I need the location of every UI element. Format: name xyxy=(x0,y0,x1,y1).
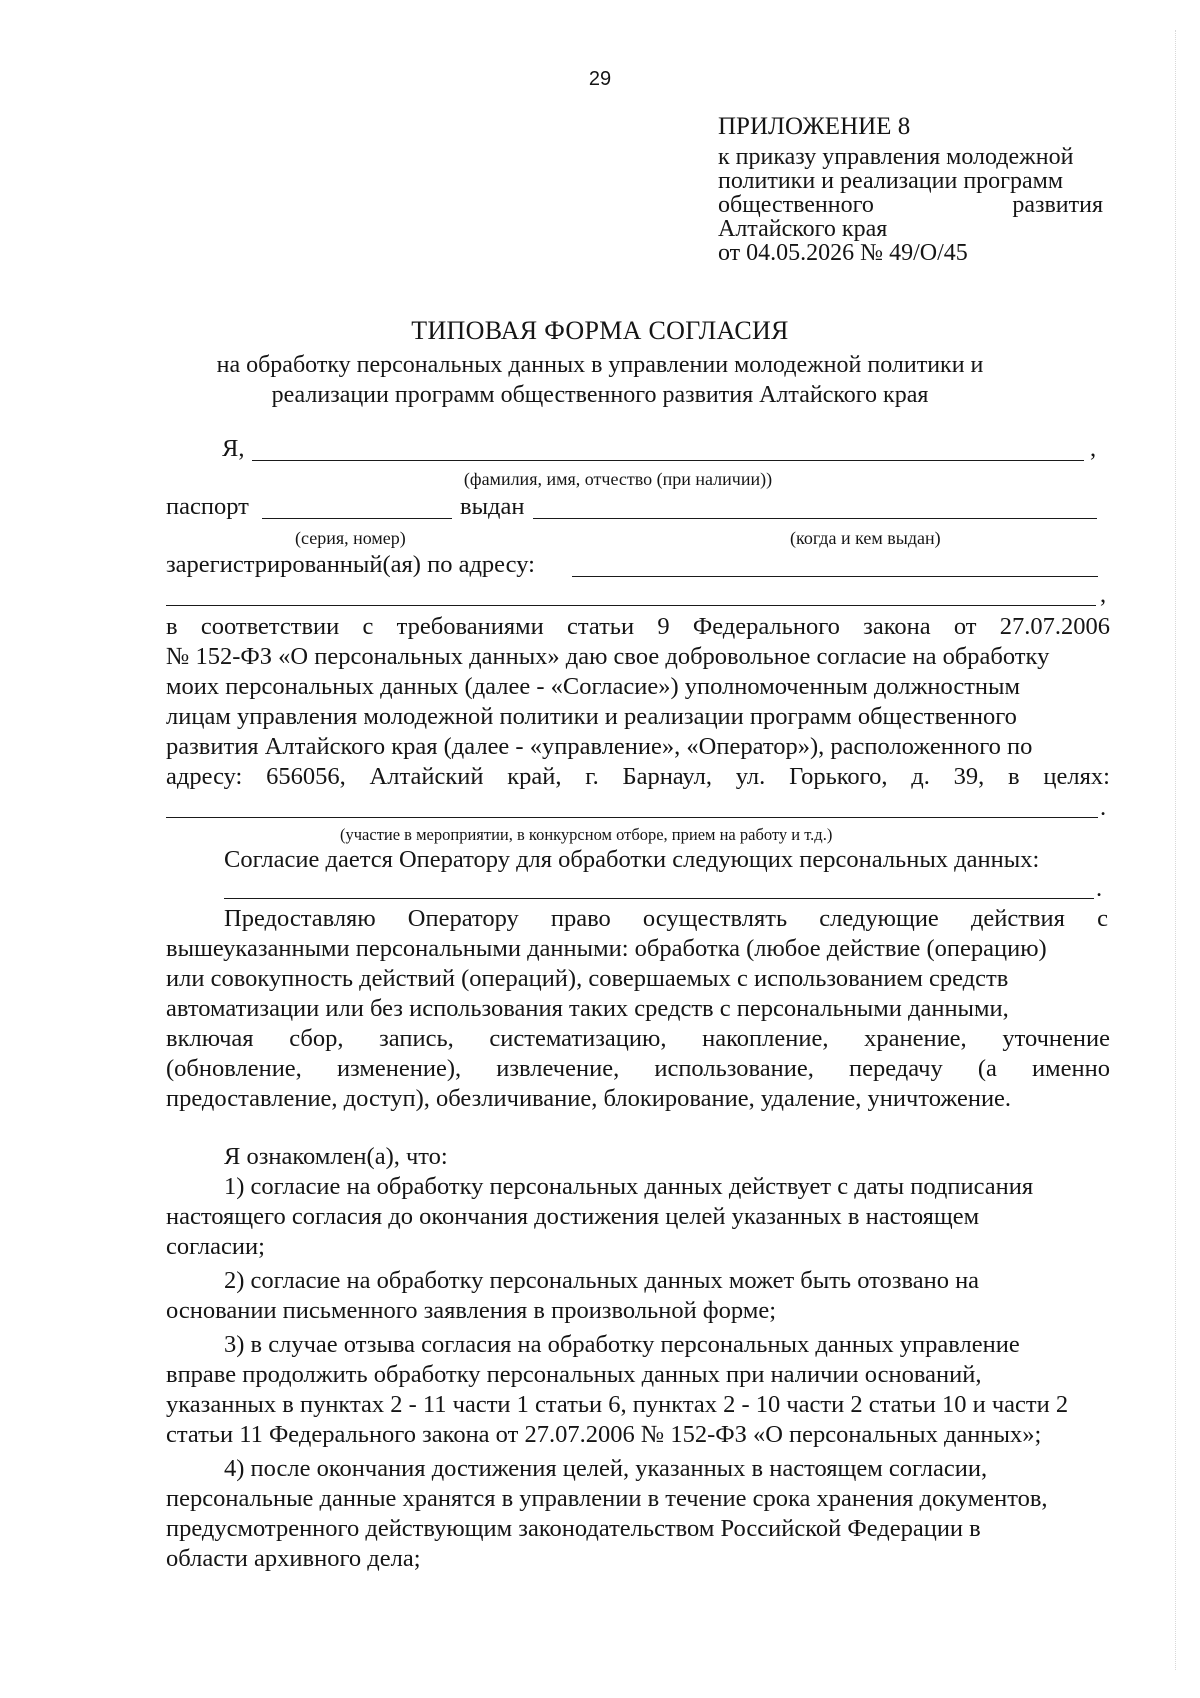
word: Федерального xyxy=(692,613,840,640)
appendix-date: от 04.05.2026 № 49/О/45 xyxy=(718,240,968,266)
appendix-word: общественного xyxy=(718,192,874,218)
word: д. xyxy=(911,763,930,790)
ack-item-line: персональные данные хранятся в управлении в течение срока хранения документов, xyxy=(166,1485,1048,1512)
address-label: зарегистрированный(ая) по адресу: xyxy=(166,551,535,578)
ack-item-line: области архивного дела; xyxy=(166,1545,421,1572)
word: Горького, xyxy=(789,763,888,790)
rights-line: предоставление, доступ), обезличивание, блокирование, удаление, уничтожение. xyxy=(166,1085,1012,1112)
ack-item-line: предусмотренного действующим законодательством Российской Федерации в xyxy=(166,1515,981,1542)
word: край, xyxy=(507,763,562,790)
comma: , xyxy=(1090,435,1097,462)
ack-intro: Я ознакомлен(а), что: xyxy=(224,1143,448,1170)
ack-item-line: указанных в пунктах 2 - 11 части 1 статьи 6, пунктах 2 - 10 части 2 статьи 10 и части 2 xyxy=(166,1391,1069,1418)
word: именно xyxy=(1032,1055,1110,1082)
word: от xyxy=(953,613,977,640)
word: соответствии xyxy=(200,613,340,640)
ack-item-line: настоящего согласия до окончания достижения целей указанных в настоящем xyxy=(166,1203,980,1230)
address-field-line[interactable] xyxy=(572,576,1098,577)
appendix-line: к приказу управления молодежной xyxy=(718,144,1074,170)
word: включая xyxy=(166,1025,254,1052)
i-label: Я, xyxy=(222,435,245,462)
name-hint: (фамилия, имя, отчество (при наличии)) xyxy=(463,469,773,489)
word: следующие xyxy=(819,905,939,932)
word: извлечение, xyxy=(496,1055,620,1082)
word: в xyxy=(166,613,178,640)
ack-item-line: 2) согласие на обработку персональных данных может быть отозвано на xyxy=(224,1267,980,1294)
consent-line: развития Алтайского края (далее - «управление», «Оператор»), расположенного по xyxy=(166,733,1033,760)
ack-item-line: основании письменного заявления в произвольной форме; xyxy=(166,1297,776,1324)
word: с xyxy=(362,613,374,640)
word: ул. xyxy=(735,763,766,790)
address-field-line-2[interactable] xyxy=(166,605,1096,606)
consent-line: № 152-ФЗ «О персональных данных» даю свое добровольное согласие на обработку xyxy=(166,643,1050,670)
ack-item-line: 1) согласие на обработку персональных данных действует с даты подписания xyxy=(224,1173,1034,1200)
comma: , xyxy=(1100,581,1107,608)
consent-line: лицам управления молодежной политики и реализации программ общественного xyxy=(166,703,1017,730)
word: (обновление, xyxy=(166,1055,302,1082)
ack-item-line: вправе продолжить обработку персональных данных при наличии оснований, xyxy=(166,1361,982,1388)
appendix-block xyxy=(718,115,1103,265)
word: уточнение xyxy=(1002,1025,1110,1052)
word: закона xyxy=(863,613,931,640)
word: запись, xyxy=(379,1025,454,1052)
word: целях: xyxy=(1043,763,1110,790)
word: сбор, xyxy=(289,1025,344,1052)
word: систематизацию, xyxy=(489,1025,667,1052)
word: право xyxy=(550,905,611,932)
word: Оператору xyxy=(407,905,519,932)
word: 27.07.2006 xyxy=(999,613,1110,640)
form-title: ТИПОВАЯ ФОРМА СОГЛАСИЯ xyxy=(411,316,789,345)
word: (а xyxy=(977,1055,997,1082)
word: изменение), xyxy=(336,1055,462,1082)
passport-number-field-line[interactable] xyxy=(262,518,452,519)
ack-item-line: статьи 11 Федерального закона от 27.07.2006 № 152-ФЗ «О персональных данных»; xyxy=(166,1421,1042,1448)
appendix-line xyxy=(718,193,1103,217)
word: 39, xyxy=(953,763,985,790)
word: адресу: xyxy=(166,763,243,790)
issued-hint: (когда и кем выдан) xyxy=(790,528,941,548)
word: использование, xyxy=(654,1055,814,1082)
series-hint: (серия, номер) xyxy=(295,528,406,548)
word: осуществлять xyxy=(642,905,788,932)
rights-line xyxy=(224,904,1108,934)
purpose-hint: (участие в мероприятии, в конкурсном отборе, прием на работу и т.д.) xyxy=(340,825,833,844)
rights-line: или совокупность действий (операций), совершаемых с использованием средств xyxy=(166,965,1009,992)
form-subtitle: на обработку персональных данных в управлении молодежной политики и xyxy=(216,352,984,378)
word: с xyxy=(1097,905,1108,932)
page-number: 29 xyxy=(588,68,612,90)
name-field-line[interactable] xyxy=(252,460,1084,461)
appendix-word: развития xyxy=(1012,192,1103,218)
data-list-field-line[interactable] xyxy=(224,898,1094,899)
consent-line xyxy=(166,762,1110,792)
word: статьи xyxy=(566,613,635,640)
word: г. xyxy=(585,763,599,790)
rights-line xyxy=(166,1054,1110,1084)
consent-line: моих персональных данных (далее - «Согласие») уполномоченным должностным xyxy=(166,673,1020,700)
period: . xyxy=(1096,875,1103,902)
word: в xyxy=(1008,763,1020,790)
data-list-intro: Согласие дается Оператору для обработки следующих персональных данных: xyxy=(224,846,1040,873)
rights-line: автоматизации или без использования таких средств с персональными данными, xyxy=(166,995,1009,1022)
word: Алтайский xyxy=(369,763,484,790)
consent-line xyxy=(166,612,1110,642)
word: требованиями xyxy=(396,613,544,640)
ack-item-line: согласии; xyxy=(166,1233,265,1260)
issued-field-line[interactable] xyxy=(533,518,1097,519)
word: Предоставляю xyxy=(224,905,376,932)
word: передачу xyxy=(849,1055,943,1082)
appendix-line: политики и реализации программ xyxy=(718,168,1064,194)
passport-label: паспорт xyxy=(166,493,249,520)
scan-edge xyxy=(1175,30,1176,1670)
word: накопление, xyxy=(702,1025,829,1052)
ack-item-line: 3) в случае отзыва согласия на обработку персональных данных управление xyxy=(224,1331,1020,1358)
word: Барнаул, xyxy=(622,763,712,790)
word: 9 xyxy=(657,613,670,640)
purpose-field-line[interactable] xyxy=(166,817,1098,818)
word: хранение, xyxy=(864,1025,967,1052)
word: 656056, xyxy=(266,763,346,790)
ack-item-line: 4) после окончания достижения целей, указанных в настоящем согласии, xyxy=(224,1455,988,1482)
period: . xyxy=(1100,794,1107,821)
form-subtitle: реализации программ общественного развития Алтайского края xyxy=(271,382,929,408)
rights-line: вышеуказанными персональными данными: обработка (любое действие (операцию) xyxy=(166,935,1047,962)
word: действия xyxy=(970,905,1065,932)
issued-label: выдан xyxy=(460,493,525,520)
appendix-title: ПРИЛОЖЕНИЕ 8 xyxy=(718,113,911,140)
rights-line xyxy=(166,1024,1110,1054)
appendix-line: Алтайского края xyxy=(718,216,888,242)
